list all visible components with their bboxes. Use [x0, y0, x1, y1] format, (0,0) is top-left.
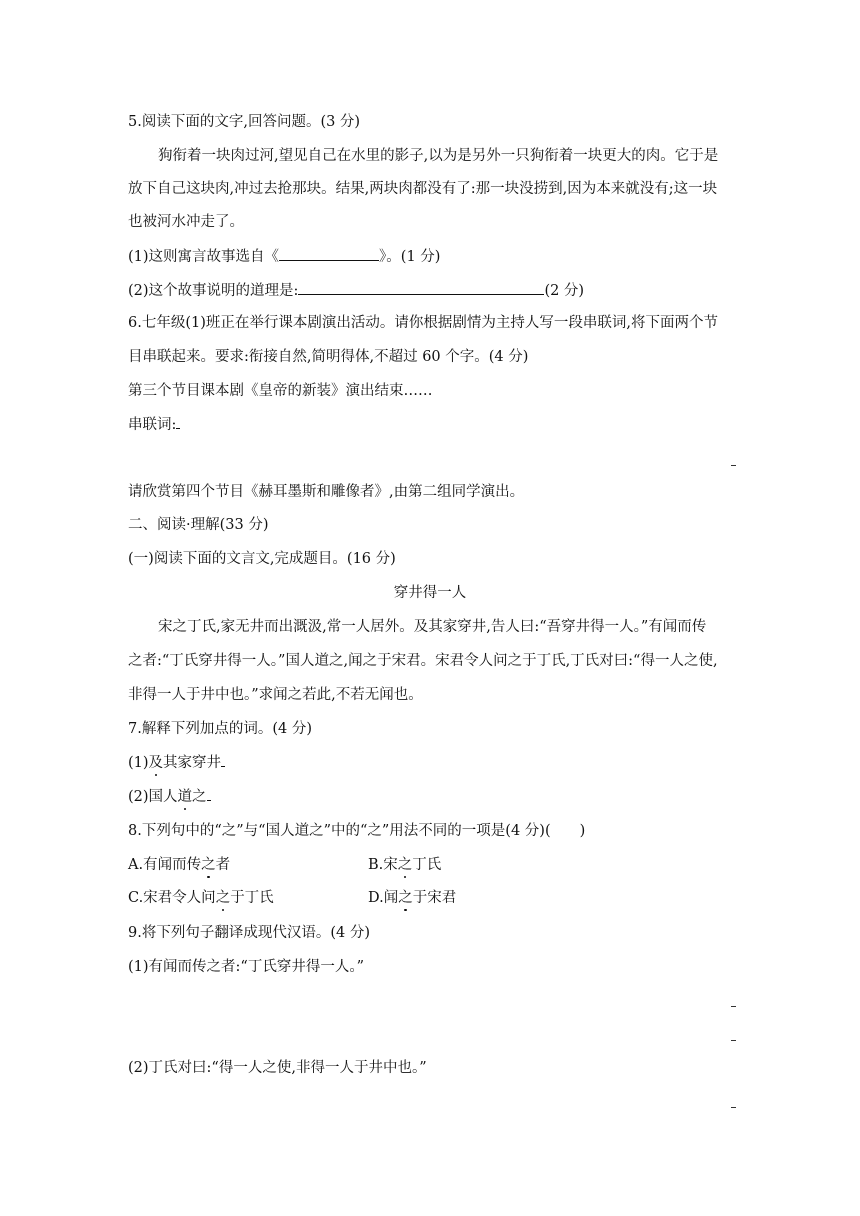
poem-line-1: 宋之丁氏,家无井而出溉汲,常一人居外。及其家穿井,告人曰:“吾穿井得一人。”有闻而传 — [158, 619, 707, 635]
q9-sub1-answer-line-2-end — [731, 1040, 736, 1041]
q5-title: 5.阅读下面的文字,回答问题。(3 分) — [128, 114, 361, 130]
q5-passage-line-2: 放下自己这块肉,冲过去抢那块。结果,两块肉都没有了:那一块没捞到,因为本来就没有;这一块 — [128, 181, 718, 197]
q5-sub1 — [128, 246, 440, 267]
q7-sub2-prefix: (2)国人 — [128, 789, 178, 805]
q7-sub2 — [128, 787, 211, 807]
q6-prev-show: 第三个节目课本剧《皇帝的新装》演出结束…… — [128, 383, 433, 399]
section2-part1: (一)阅读下面的文言文,完成题目。(16 分) — [128, 551, 396, 567]
q6-link-label: 串联词: — [128, 417, 177, 433]
q5-sub2-prefix: (2)这个故事说明的道理是: — [128, 283, 299, 299]
q6-answer-start-mark[interactable] — [176, 416, 180, 429]
q8-option-b-suffix: 丁氏 — [412, 857, 442, 873]
q6-answer-line-end-mark — [731, 465, 736, 466]
q8-option-d-dotted-word: 之 — [398, 890, 413, 906]
q9-sub1-answer-line-1-end — [731, 1006, 736, 1007]
q7-sub2-suffix: 之 — [192, 789, 207, 805]
q9-title: 9.将下列句子翻译成现代汉语。(4 分) — [128, 925, 370, 941]
q7-sub1-dotted-word: 及 — [148, 755, 164, 771]
q8-option-a-suffix: 者 — [215, 857, 231, 873]
q8-option-c-dotted-word: 之 — [215, 890, 231, 906]
q8-option-d[interactable] — [368, 888, 456, 908]
q8-option-b-dotted-word: 之 — [397, 857, 413, 873]
q7-sub2-answer-mark[interactable] — [207, 788, 211, 801]
q8-option-a-prefix: A.有闻而传 — [128, 857, 202, 873]
q8-title: 8.下列句中的“之”与“国人道之”中的“之”用法不同的一项是(4 分)( ) — [128, 823, 586, 839]
q7-sub2-dotted-word: 道 — [177, 789, 193, 805]
q7-sub1-prefix: (1) — [128, 755, 149, 771]
q8-option-d-suffix: 于宋君 — [412, 890, 457, 906]
q5-sub1-suffix: 》。(1 分) — [379, 249, 441, 265]
q8-option-c-suffix: 于丁氏 — [230, 890, 274, 906]
q6-link-label-line — [128, 415, 180, 435]
q8-option-b[interactable] — [368, 855, 441, 875]
section2-title: 二、阅读·理解(33 分) — [128, 517, 269, 533]
q5-passage-line-1: 狗衔着一块肉过河,望见自己在水里的影子,以为是另外一只狗衔着一块更大的肉。它于是 — [158, 148, 719, 164]
q8-option-c[interactable] — [128, 888, 274, 908]
q7-sub1 — [128, 753, 225, 773]
poem-line-3: 非得一人于井中也。”求闻之若此,不若无闻也。 — [128, 687, 423, 703]
q9-sub1: (1)有闻而传之者:“丁氏穿井得一人。” — [128, 959, 364, 975]
q5-sub2-answer-blank[interactable] — [298, 280, 544, 295]
q8-option-b-prefix: B.宋 — [368, 857, 398, 873]
q7-sub1-suffix: 其家穿井 — [163, 755, 222, 771]
q6-title-line-2: 目串联起来。要求:衔接自然,简明得体,不超过 60 个字。(4 分) — [128, 349, 529, 365]
poem-title: 穿井得一人 — [393, 585, 467, 601]
q6-title-line-1: 6.七年级(1)班正在举行课本剧演出活动。请你根据剧情为主持人写一段串联词,将下面两个节 — [128, 315, 718, 331]
q8-option-a-dotted-word: 之 — [201, 857, 216, 873]
q9-sub2-answer-line-end — [731, 1107, 736, 1108]
q8-option-a[interactable] — [128, 855, 230, 875]
q5-sub2 — [128, 280, 584, 301]
q8-option-c-prefix: C.宋君令人问 — [128, 890, 216, 906]
q5-passage-line-3: 也被河水冲走了。 — [128, 214, 244, 230]
poem-line-2: 之者:“丁氏穿井得一人。”国人道之,闻之于宋君。宋君令人问之于丁氏,丁氏对曰:“得一人之使, — [128, 653, 718, 669]
q7-sub1-answer-mark[interactable] — [221, 754, 225, 767]
q5-sub1-prefix: (1)这则寓言故事选自《 — [128, 249, 280, 265]
q9-sub2: (2)丁氏对曰:“得一人之使,非得一人于井中也。” — [128, 1060, 427, 1076]
q5-sub1-answer-blank[interactable] — [279, 246, 379, 261]
q8-option-d-prefix: D.闻 — [368, 890, 399, 906]
q6-next-show: 请欣赏第四个节目《赫耳墨斯和雕像者》,由第二组同学演出。 — [128, 484, 525, 500]
q7-title: 7.解释下列加点的词。(4 分) — [128, 721, 312, 737]
q5-sub2-suffix: (2 分) — [544, 283, 585, 299]
